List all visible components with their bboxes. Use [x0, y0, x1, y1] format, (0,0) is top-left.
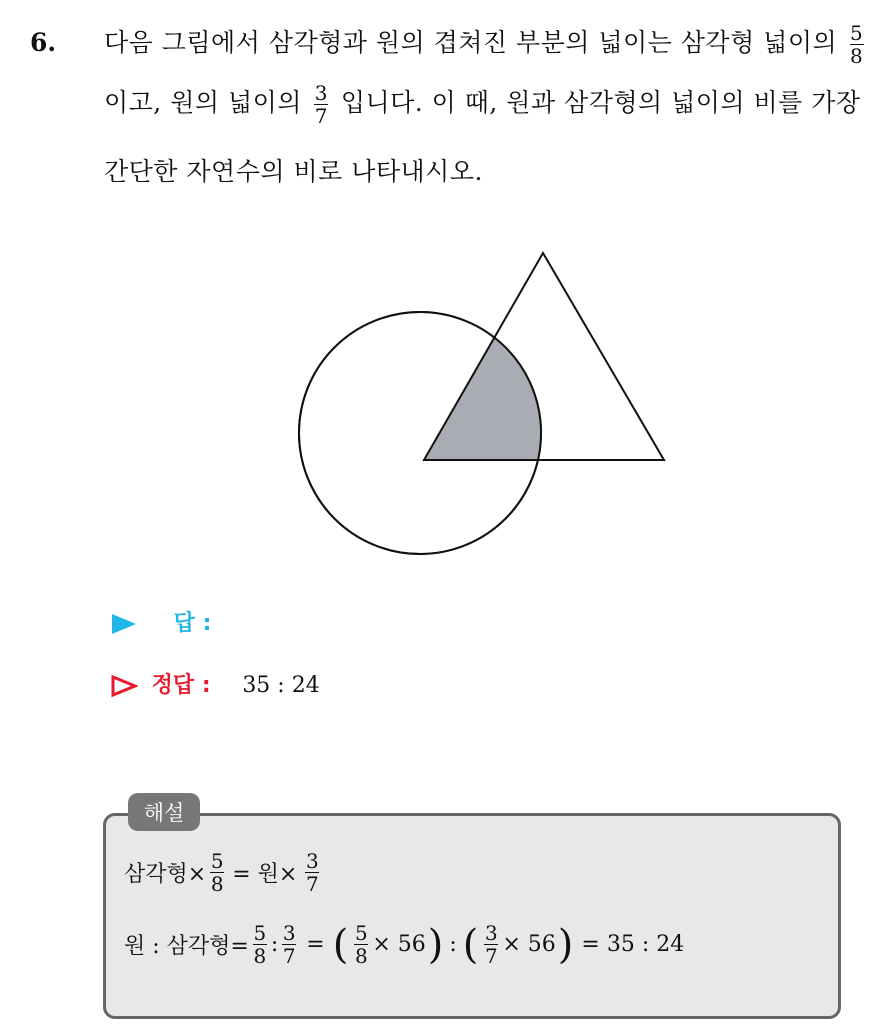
correct-label: 정답 : [151, 673, 211, 698]
question-line-3: 간단한 자연수의 비로 나타내시오. [104, 157, 483, 186]
explanation-line-2: 원 : 삼각형= $\frac{5}{8}$ : $\frac{3}{7}$ = ( $\frac{5}{8}$ × 56 ) : ( $\frac{3}{7}$ × 56 ) = 35 : 24 [124, 921, 685, 968]
explanation-box [103, 813, 841, 1019]
correct-answer-row [110, 668, 320, 699]
outline-arrow-icon [110, 674, 138, 698]
question-number: 6. [30, 28, 57, 57]
explanation-line-1: 삼각형× $\frac{5}{8}$ = 원× $\frac{3}{7}$ [124, 849, 319, 896]
question-text-1: 다음 그림에서 삼각형과 원의 겹쳐진 부분의 넓이는 삼각형 넓이의 [104, 28, 838, 57]
fraction-5-8: $\frac{5}{8}$ [849, 21, 864, 68]
correct-value: 35 : 24 [242, 673, 320, 698]
play-arrow-icon [110, 612, 138, 636]
explanation-tag: 해설 [128, 793, 200, 831]
fraction-3-7: $\frac{3}{7}$ [314, 81, 328, 128]
answer-row [110, 606, 211, 637]
answer-label: 답 : [173, 611, 212, 636]
question-line-2: 이고, 원의 넓이의 $\frac{3}{7}$ 입니다. 이 때, 원과 삼각형의 넓이의 비를 가장 [104, 81, 861, 128]
